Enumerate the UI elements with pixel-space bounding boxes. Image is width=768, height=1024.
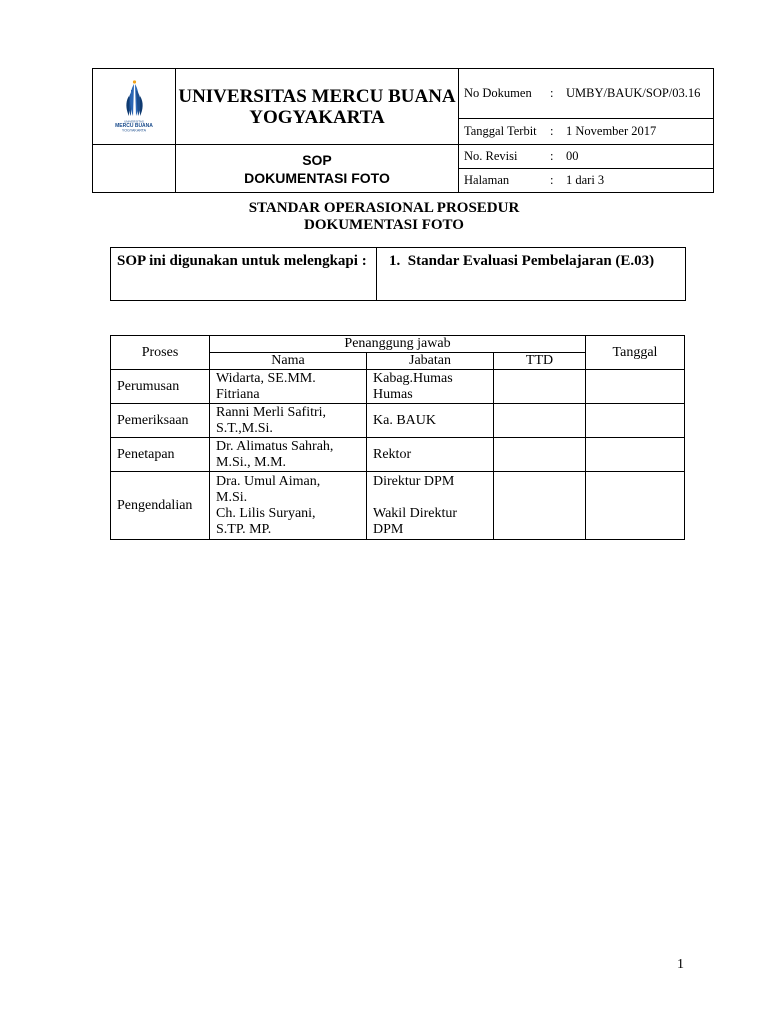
row-tanggal <box>586 404 685 438</box>
meta-halaman: Halaman : 1 dari 3 <box>459 169 714 193</box>
row-ttd <box>494 438 586 472</box>
purpose-item: 1. Standar Evaluasi Pembelajaran (E.03) <box>377 248 686 301</box>
page-number: 1 <box>677 957 684 972</box>
row-jabatan: Kabag.Humas Humas <box>367 370 494 404</box>
header-penanggung-jawab: Penanggung jawab <box>210 336 586 353</box>
university-logo <box>93 69 176 145</box>
row-ttd <box>494 404 586 438</box>
table-row <box>111 404 685 438</box>
sop-title-block: SOP DOKUMENTASI FOTO <box>176 145 459 193</box>
row-jabatan: Ka. BAUK <box>367 404 494 438</box>
row-ttd <box>494 472 586 540</box>
purpose-label: SOP ini digunakan untuk melengkapi : <box>111 248 377 301</box>
document-header <box>92 68 714 193</box>
row-jabatan: Rektor <box>367 438 494 472</box>
logo-emblem-icon <box>99 76 169 132</box>
table-row <box>111 438 685 472</box>
logo-cell-lower <box>93 145 176 193</box>
row-nama: Dra. Umul Aiman, M.Si. Ch. Lilis Suryani, S.TP. MP. <box>210 472 367 540</box>
header-tanggal: Tanggal <box>586 336 685 370</box>
university-name: UNIVERSITAS MERCU BUANA YOGYAKARTA <box>176 69 459 145</box>
table-row <box>111 370 685 404</box>
meta-no-dokumen: No Dokumen : UMBY/BAUK/SOP/03.16 <box>459 69 714 119</box>
row-tanggal <box>586 438 685 472</box>
row-ttd <box>494 370 586 404</box>
svg-text:UNIVERSITAS: UNIVERSITAS <box>124 119 144 124</box>
row-nama: Widarta, SE.MM. Fitriana <box>210 370 367 404</box>
table-row <box>111 472 685 540</box>
row-jabatan: Direktur DPM Wakil Direktur DPM <box>367 472 494 540</box>
row-proses: Perumusan <box>111 370 210 404</box>
svg-text:MERCU BUANA: MERCU BUANA <box>115 123 153 129</box>
row-proses: Penetapan <box>111 438 210 472</box>
row-tanggal <box>586 472 685 540</box>
header-ttd: TTD <box>494 353 586 370</box>
purpose-table <box>110 247 686 301</box>
header-jabatan: Jabatan <box>367 353 494 370</box>
row-proses: Pengendalian <box>111 472 210 540</box>
row-nama: Ranni Merli Safitri, S.T.,M.Si. <box>210 404 367 438</box>
document-title: STANDAR OPERASIONAL PROSEDUR DOKUMENTASI FOTO <box>248 200 520 233</box>
row-tanggal <box>586 370 685 404</box>
meta-tanggal-terbit: Tanggal Terbit : 1 November 2017 <box>459 119 714 145</box>
header-nama: Nama <box>210 353 367 370</box>
header-proses: Proses <box>111 336 210 370</box>
row-proses: Pemeriksaan <box>111 404 210 438</box>
responsibility-table <box>110 335 685 540</box>
row-nama: Dr. Alimatus Sahrah, M.Si., M.M. <box>210 438 367 472</box>
svg-text:YOGYAKARTA: YOGYAKARTA <box>121 128 147 132</box>
meta-no-revisi: No. Revisi : 00 <box>459 145 714 169</box>
